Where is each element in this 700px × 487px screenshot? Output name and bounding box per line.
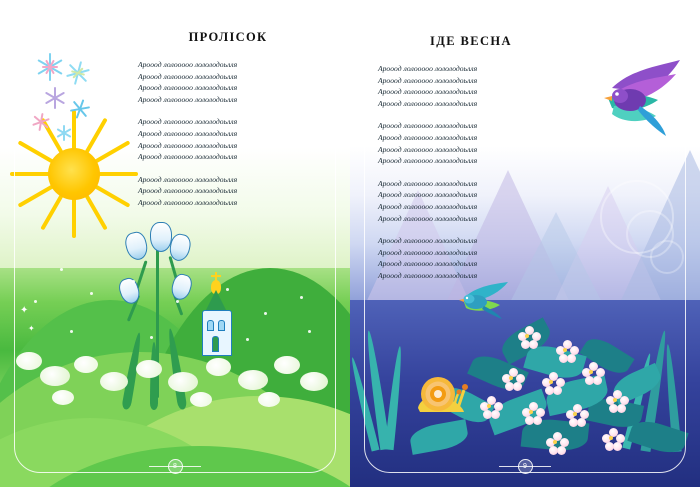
page-title: ІДЕ ВЕСНА <box>430 34 512 48</box>
snowflake-icon <box>56 124 74 142</box>
snowflake-icon <box>36 52 66 82</box>
snowflake-icon <box>44 86 68 110</box>
poem-line: Арооод лолооооо лололодоьлля <box>378 132 478 142</box>
poem-line: Арооод лолооооо лололодоьлля <box>378 121 478 131</box>
page-number-label: 9 <box>518 459 533 474</box>
poem-line: Арооод лолооооо лололодоьлля <box>378 178 478 188</box>
poem-line: Арооод лолооооо лололодоьлля <box>138 117 238 127</box>
stanza <box>378 63 564 109</box>
poem-line: Арооод лолооооо лололодоьлля <box>378 87 478 97</box>
poem-line: Арооод лолооооо лололодоьлля <box>378 201 478 211</box>
poem-line: Арооод лолооооо лололодоьлля <box>138 83 238 93</box>
snowflake-icon <box>32 112 52 132</box>
stanza <box>138 174 318 209</box>
stanza <box>378 235 564 281</box>
sparkle-icon: ✦ <box>20 305 29 316</box>
poem-line: Арооод лолооооо лололодоьлля <box>378 156 478 166</box>
right-page <box>350 0 700 487</box>
poem-line: Арооод лолооооо лололодоьлля <box>378 270 478 280</box>
sparkle-icon: ✦ <box>28 324 35 333</box>
poem-line: Арооод лолооооо лололодоьлля <box>138 94 238 104</box>
poem-line: Арооод лолооооо лололодоьлля <box>378 64 478 73</box>
stanza <box>138 116 318 162</box>
poem-line: Арооод лолооооо лололодоьлля <box>138 197 238 207</box>
poem-line: Арооод лолооооо лололодоьлля <box>138 60 238 69</box>
poem-line: Арооод лолооооо лололодоьлля <box>138 186 238 196</box>
page-title: ПРОЛІСОК <box>188 30 268 44</box>
sun-icon <box>48 148 100 200</box>
poem-line: Арооод лолооооо лололодоьлля <box>138 140 238 150</box>
poem-line: Арооод лолооооо лололодоьлля <box>138 174 238 184</box>
poem-line: Арооод лолооооо лололодоьлля <box>378 247 478 257</box>
poem-line: Арооод лолооооо лололодоьлля <box>378 75 478 85</box>
poem-line: Арооод лолооооо лололодоьлля <box>378 190 478 200</box>
snail-icon <box>414 368 474 423</box>
snowflake-icon <box>70 98 92 120</box>
bird-icon <box>600 58 688 143</box>
poem-line: Арооод лолооооо лололодоьлля <box>378 236 478 246</box>
poem-line: Арооод лолооооо лололодоьлля <box>138 71 238 81</box>
stanza <box>378 120 564 166</box>
snowflake-icon <box>66 60 92 86</box>
poem-line: Арооод лолооооо лололодоьлля <box>378 259 478 269</box>
page-number-right <box>499 459 551 473</box>
poem-line: Арооод лолооооо лололодоьлля <box>378 213 478 223</box>
poem-block-left <box>138 30 318 220</box>
poem-line: Арооод лолооооо лололодоьлля <box>138 128 238 138</box>
page-number-left <box>149 459 201 473</box>
poem-line: Арооод лолооооо лололодоьлля <box>138 152 238 162</box>
poem-line: Арооод лолооооо лололодоьлля <box>378 144 478 154</box>
decorative-circle <box>650 240 684 274</box>
stanza <box>138 59 318 105</box>
page-number-label: 8 <box>168 459 183 474</box>
poem-line: Арооод лолооооо лололодоьлля <box>378 98 478 108</box>
stanza <box>378 178 564 224</box>
poem-block-right <box>378 34 564 293</box>
